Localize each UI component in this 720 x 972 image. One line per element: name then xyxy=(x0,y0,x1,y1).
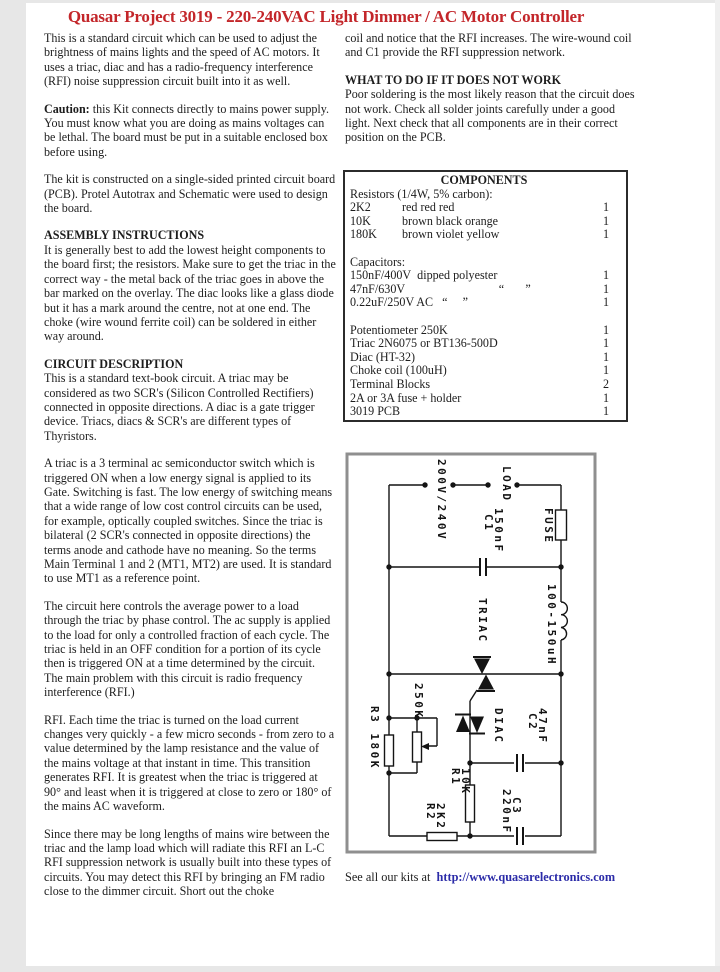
component-qty: 2 xyxy=(603,376,610,391)
scan-edge-top xyxy=(0,0,720,3)
component-qty: 1 xyxy=(603,227,610,242)
component-row xyxy=(350,392,626,406)
paragraph: This is a standard text-book circuit. A triac may be considered as two SCR's (Silicon Controlled Rectifiers) connected in opposite directions. A diac is a gate trigger device. Triacs, diacs & SCR's are different types of Thyristors. xyxy=(44,371,315,443)
paragraph: The circuit here controls the average power to a load through the triac by phase control. The ac supply is applied to the load for only a controlled fraction of each cycle. The triac is held in an OFF condition for a portion of its cycle then is triggered ON at a time determined by the circuit. The main problem with this circuit is radio frequency interference (RFI.) xyxy=(44,598,331,700)
r1-value-label: 10K xyxy=(459,768,472,796)
scan-edge-bottom xyxy=(0,966,720,972)
component-description: brown violet yellow xyxy=(402,227,500,242)
right-column xyxy=(345,31,637,158)
component-row xyxy=(350,296,626,310)
component-name: Diac (HT-32) xyxy=(350,349,416,364)
r2-value-label: 2K2 xyxy=(434,803,447,831)
scan-edge-left xyxy=(0,0,26,972)
load-label: LOAD xyxy=(500,466,513,503)
component-qty: 1 xyxy=(603,213,610,228)
scan-edge-right xyxy=(715,0,720,972)
component-name: Terminal Blocks xyxy=(350,376,431,391)
component-row xyxy=(350,256,626,270)
component-row xyxy=(350,378,626,392)
component-name: 3019 PCB xyxy=(350,404,401,419)
resistor-r2-symbol xyxy=(427,833,457,841)
component-name: 2K2 xyxy=(350,200,371,215)
paragraph-lead: Caution: xyxy=(44,101,90,116)
component-row xyxy=(350,364,626,378)
component-name: 0.22uF/250V AC xyxy=(350,295,434,310)
component-name: 47nF/630V xyxy=(350,281,406,296)
component-name: 10K xyxy=(350,213,371,228)
section-heading: ASSEMBLY INSTRUCTIONS xyxy=(44,228,205,243)
component-row xyxy=(350,310,626,324)
c3-value-label: 220nF xyxy=(500,789,513,835)
kits-url-link[interactable]: http://www.quasarelectronics.com xyxy=(436,870,616,884)
component-qty: 1 xyxy=(603,268,610,283)
pot-label: 250K xyxy=(412,683,425,720)
r2-name-label: R2 xyxy=(424,803,437,822)
component-row xyxy=(350,269,626,283)
component-row xyxy=(350,405,626,419)
component-qty: 1 xyxy=(603,281,610,296)
paragraph: Poor soldering is the most likely reason that the circuit does not work. Check all solder joints carefully under a good light. Next check that all components are in their correct position on the PCB. xyxy=(345,87,635,145)
c2-value-label: 47nF xyxy=(536,708,549,745)
component-row xyxy=(350,242,626,256)
paragraph: The kit is constructed on a single-sided printed circuit board (PCB). Protel Autotrax and Schematic were used to design the board. xyxy=(44,172,336,216)
paragraph: coil and notice that the RFI increases. The wire-wound coil and C1 provide the RFI suppression network. xyxy=(345,31,632,60)
component-name: Potentiometer 250K xyxy=(350,322,448,337)
supply-label: 200V/240V xyxy=(435,459,448,542)
component-row xyxy=(350,188,626,202)
component-row xyxy=(350,351,626,365)
fuse-label: FUSE xyxy=(542,508,555,545)
component-description: “ ” xyxy=(439,295,468,310)
component-name: 2A or 3A fuse + holder xyxy=(350,390,462,405)
section-heading: CIRCUIT DESCRIPTION xyxy=(44,356,184,371)
component-row xyxy=(350,228,626,242)
component-row xyxy=(350,283,626,297)
paragraph: A triac is a 3 terminal ac semiconductor switch which is triggered ON when a low energy signal is applied to its Gate. Switching is fast. The low energy of switching means that a wide range of low cost control circuits can be used, for example, optically coupled switches. Since the triac is bilateral (2 SCR's connected in opposite directions) the terms anode and cathode have no meaning. So the terms Main Terminal 1 and 2 (MT1, MT2) are used. It is standard to use MT1 as a reference point. xyxy=(44,456,333,586)
paragraph: Caution: this Kit connects directly to mains power supply. You must know what you are doing as mains voltages can be lethal. The board must be put in a suitable enclosed box before using. xyxy=(44,101,330,159)
component-description: dipped polyester xyxy=(417,268,498,283)
fuse-symbol xyxy=(556,510,567,540)
footer-text: See all our kits at xyxy=(345,870,431,884)
paragraph: This is a standard circuit which can be used to adjust the brightness of mains lights and the speed of AC motors. It uses a triac, diac and has a radio-frequency interference (RFI) noise suppression circuit built into it as well. xyxy=(44,31,320,89)
component-name: Capacitors: xyxy=(350,254,406,269)
footer xyxy=(345,870,615,885)
component-row xyxy=(350,337,626,351)
paragraph: RFI. Each time the triac is turned on the load current changes very quickly - a few micro seconds - from zero to a value determined by the lamp resistance and the value of the mains voltage at that instant in time. This transition generates RFI. It is greatest when the triac is triggered at 90° and least when it is triggered at close to zero or 180° of the mains AC waveform. xyxy=(44,712,335,814)
component-name: Choke coil (100uH) xyxy=(350,363,447,378)
r1-name-label: R1 xyxy=(449,768,462,787)
c1-name-label: C1 xyxy=(482,514,495,533)
component-qty: 1 xyxy=(603,295,610,310)
component-row xyxy=(350,324,626,338)
component-qty: 1 xyxy=(603,404,610,419)
component-qty: 1 xyxy=(603,390,610,405)
resistor-r3-symbol xyxy=(385,735,394,766)
component-name: Triac 2N6075 or BT136-500D xyxy=(350,336,498,351)
r3-label: R3 180K xyxy=(368,706,381,770)
choke-label: 100-150uH xyxy=(545,584,558,667)
components-table-title: COMPONENTS xyxy=(440,173,528,187)
left-column xyxy=(44,31,336,912)
page-title: Quasar Project 3019 - 220-240VAC Light Dimmer / AC Motor Controller xyxy=(67,7,585,26)
circuit-schematic xyxy=(345,452,598,855)
c2-name-label: C2 xyxy=(526,713,539,732)
component-qty: 1 xyxy=(603,336,610,351)
component-description: “ ” xyxy=(411,281,531,296)
component-name: 180K xyxy=(350,227,377,242)
section-heading: WHAT TO DO IF IT DOES NOT WORK xyxy=(345,72,562,87)
paragraph: It is generally best to add the lowest height components to the board first; the resistors. Make sure to get the triac in the correct way - the metal back of the triac goes in above the bar marked on the overlay. The diac looks like a glass diode but it has a mark around the centre, not at one end. The choke (wire wound ferrite coil) can be soldered in either way around. xyxy=(44,242,336,344)
component-qty: 1 xyxy=(603,349,610,364)
component-row xyxy=(350,201,626,215)
component-qty: 1 xyxy=(603,200,610,215)
component-qty: 1 xyxy=(603,363,610,378)
c1-value-label: 150nF xyxy=(492,508,505,554)
component-description: red red red xyxy=(402,200,455,215)
component-name: Resistors (1/4W, 5% carbon): xyxy=(350,186,493,201)
component-qty: 1 xyxy=(603,322,610,337)
component-name: 150nF/400V xyxy=(350,268,412,283)
triac-label: TRIAC xyxy=(476,598,489,644)
components-table xyxy=(343,170,628,422)
paragraph: Since there may be long lengths of mains wire between the triac and the lamp load which will radiate this RFI an L-C RFI suppression network is usually built into these types of circuits. You may detect this RFI by bringing an FM radio close to the dimmer circuit. Short out the choke xyxy=(44,826,332,899)
c3-name-label: C3 xyxy=(510,797,523,816)
diac-label: DIAC xyxy=(492,708,505,745)
components-rows xyxy=(350,188,626,419)
component-description: brown black orange xyxy=(402,213,499,228)
component-row xyxy=(350,215,626,229)
